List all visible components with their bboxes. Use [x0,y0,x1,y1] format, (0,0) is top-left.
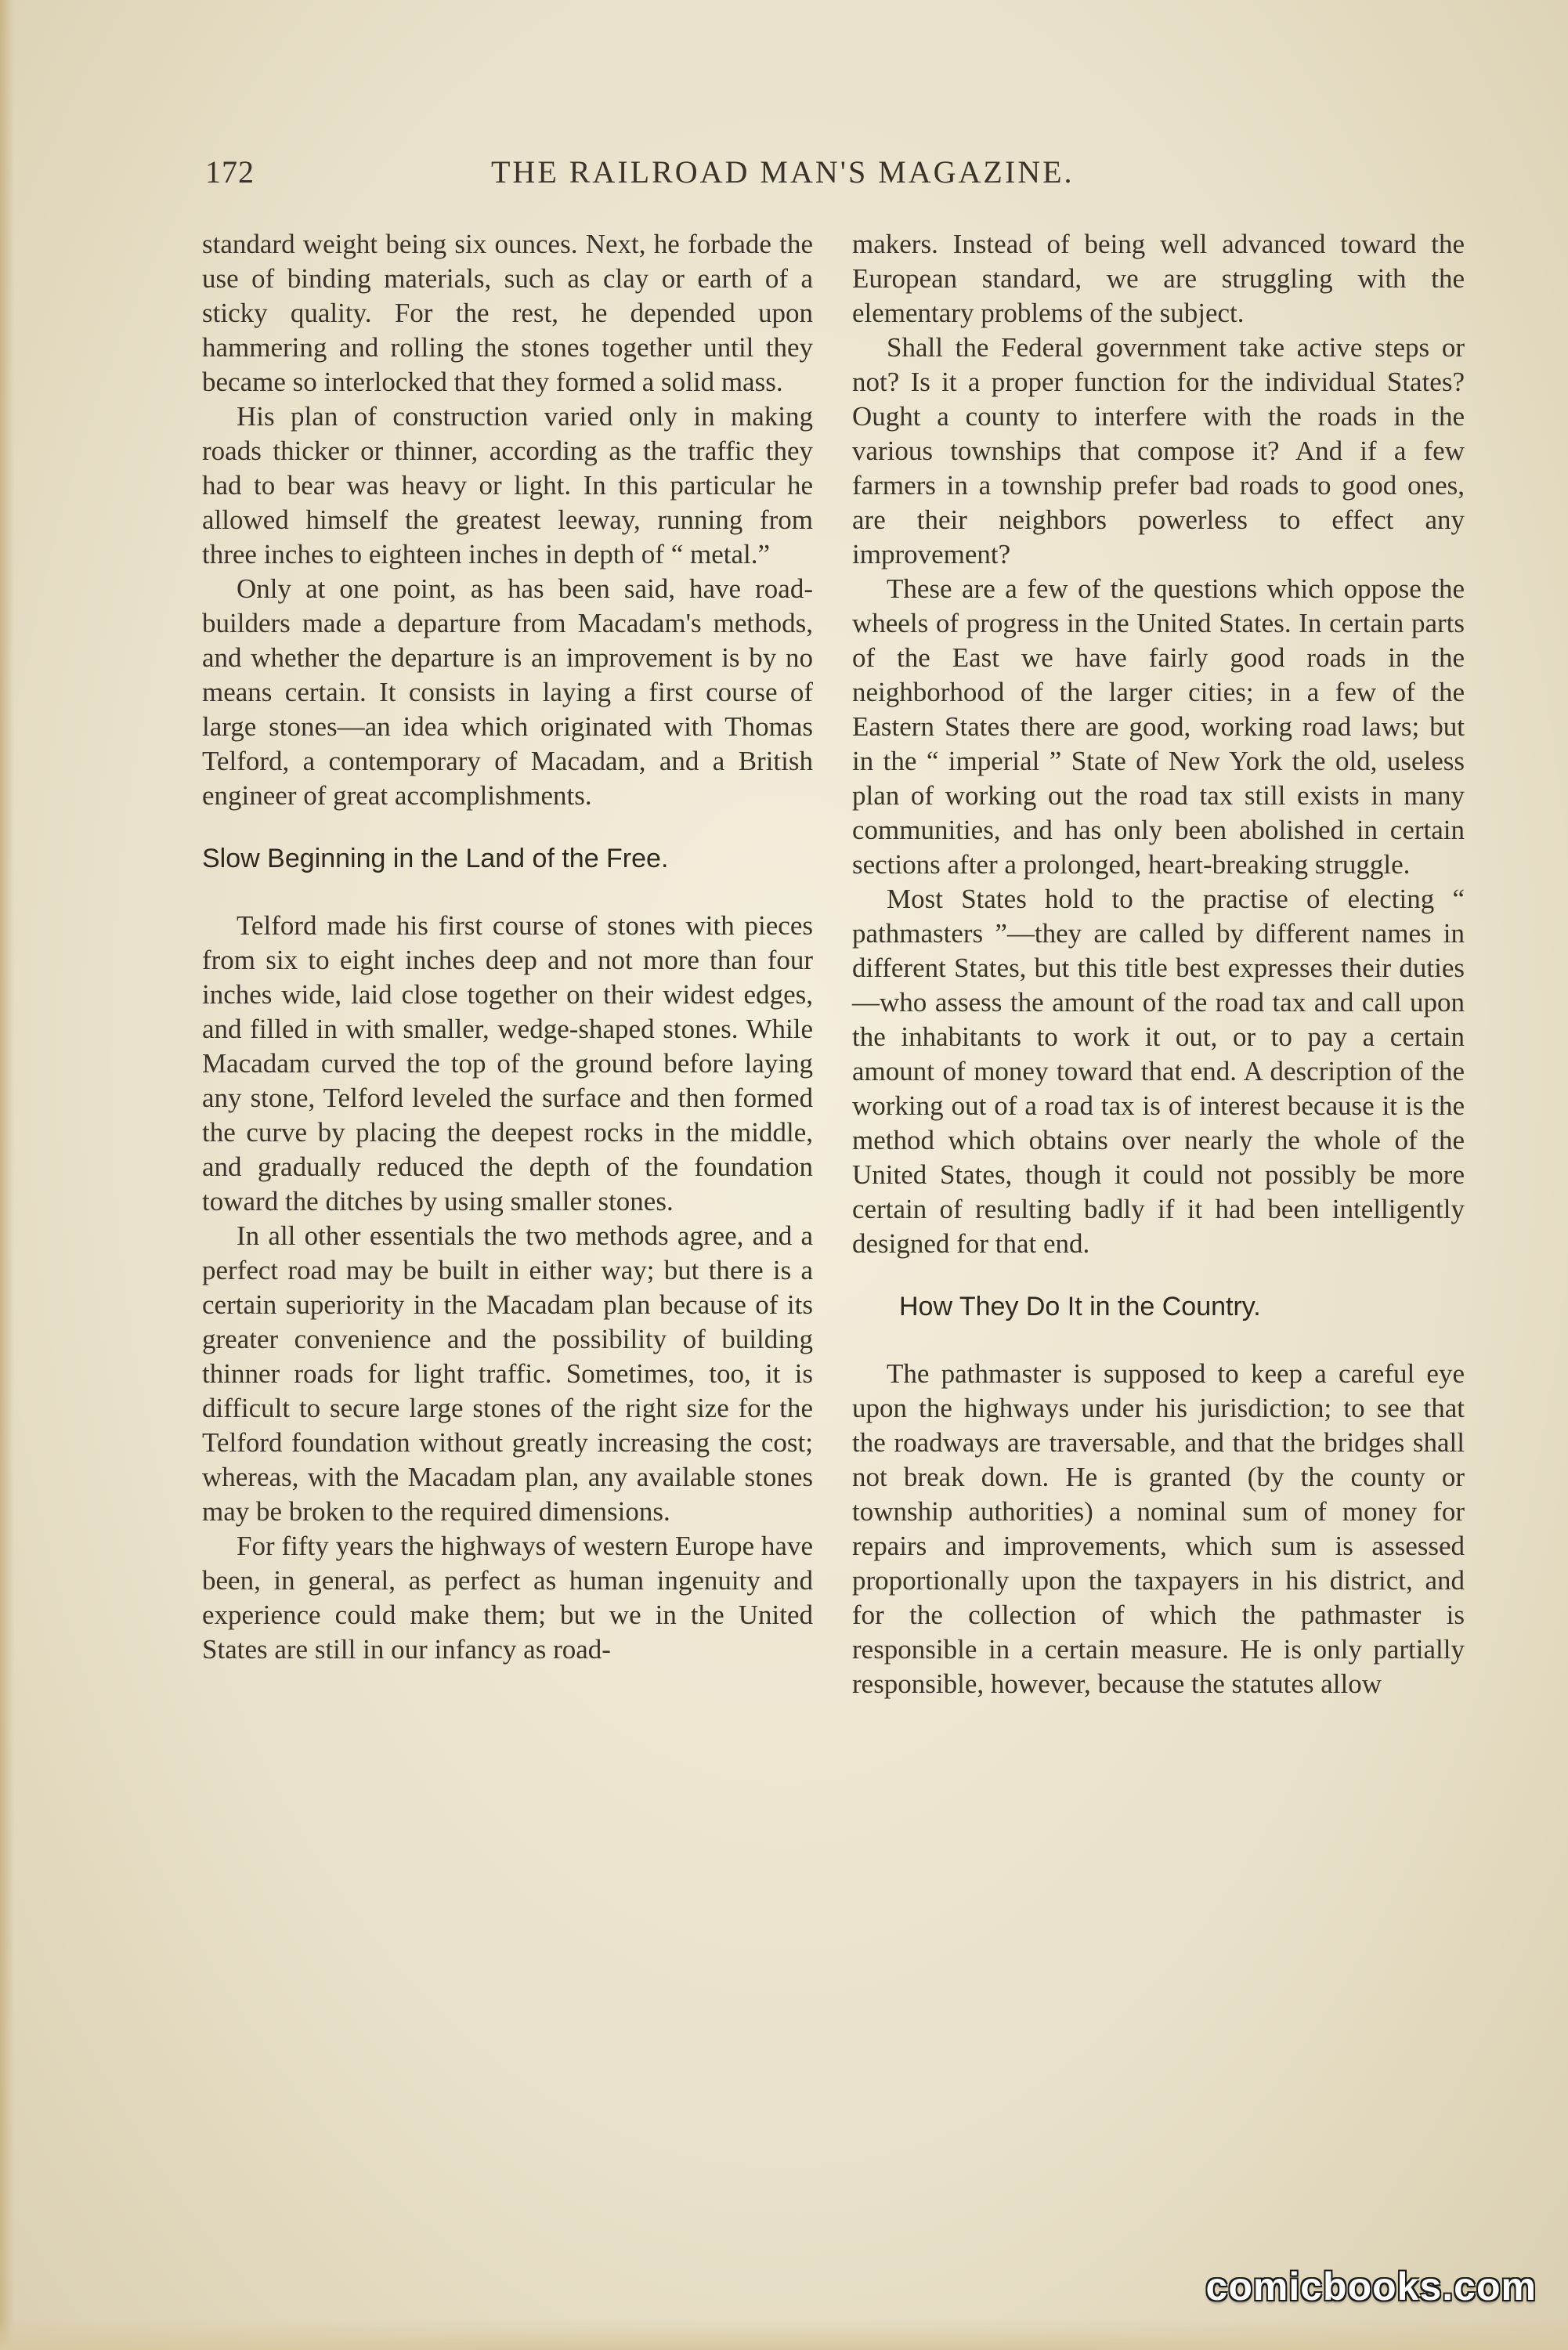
paragraph: standard weight being six ounces. Next, he forbade the use of binding materials, such as clay or earth of a sticky quality. For the rest, he depended upon hammering and rolling the stones together until they became so interlocked that they formed a solid mass. [202,229,813,397]
paragraph: Shall the Federal government take active steps or not? Is it a proper function for the individual States? Ought a county to interfere with the roads in the various townships that compose it? And if a few farmers in a township prefer bad roads to good ones, are their neighbors powerless to effect any improvement? [852,332,1465,569]
paragraph: In all other essentials the two methods agree, and a perfect road may be built in either way; but there is a certain superiority in the Macadam plan because of its greater convenience and the possibility of building thinner roads for light traffic. Sometimes, too, it is difficult to secure large stones of the right size for the Telford foundation without greatly increasing the cost; whereas, with the Macadam plan, any available stones may be broken to the required dimensions. [202,1220,813,1527]
paragraph: makers. Instead of being well advanced toward the European standard, we are struggling with the elementary problems of the subject. [852,229,1465,328]
section-heading: How They Do It in the Country. [899,1292,1261,1321]
left-column [202,227,813,1667]
paragraph: Telford made his first course of stones with pieces from six to eight inches deep and not more than four inches wide, laid close together on their widest edges, and filled in with smaller, wedge-shaped stones. While Macadam curved the top of the ground before laying any stone, Telford leveled the surface and then formed the curve by placing the deepest rocks in the middle, and gradually reduced the depth of the foundation toward the ditches by using smaller stones. [202,910,813,1217]
running-header [205,154,1341,201]
watermark: comicbooks.com [1205,2265,1537,2308]
paragraph: Only at one point, as has been said, have road-builders made a departure from Macadam's methods, and whether the departure is an improvement is by no means certain. It consists in laying a first course of large stones—an idea which originated with Thomas Telford, a contemporary of Macadam, and a British engineer of great accomplishments. [202,573,813,811]
paragraph: Most States hold to the practise of electing “ pathmasters ”—they are called by different names in different States, but this title best expresses their duties—who assess the amount of the road tax and call upon the inhabitants to work it out, or to pay a certain amount of money toward that end. A description of the working out of a road tax is of interest because it is the method which obtains over nearly the whole of the United States, though it could not possibly be more certain of resulting badly if it had been intelligently designed for that end. [852,884,1465,1259]
paragraph: His plan of construction varied only in making roads thicker or thinner, according as the traffic they had to bear was heavy or light. In this particular he allowed himself the greatest leeway, running from three inches to eighteen inches in depth of “ metal.” [202,401,813,569]
right-column [852,227,1465,1701]
paragraph: For fifty years the highways of western Europe have been, in general, as perfect as human ingenuity and experience could make them; but we in the United States are still in our infancy as road- [202,1531,813,1665]
page-edge-shadow-left [0,0,14,2350]
paragraph: The pathmaster is supposed to keep a careful eye upon the highways under his jurisdiction; to see that the roadways are traversable, and that the bridges shall not break down. He is granted (by the county or township authorities) a nominal sum of money for repairs and improvements, which sum is assessed proportionally upon the taxpayers in his district, and for the collection of which the pathmaster is responsible in a certain measure. He is only partially responsible, however, because the statutes allow [852,1358,1465,1699]
page-number: 172 [205,154,255,190]
paragraph: These are a few of the questions which oppose the wheels of progress in the United States. In certain parts of the East we have fairly good roads in the neighborhood of the larger cities; in a few of the Eastern States there are good, working road laws; but in the “ imperial ” State of New York the old, useless plan of working out the road tax still exists in many communities, and has only been abolished in certain sections after a prolonged, heart-breaking struggle. [852,573,1465,880]
page-edge-shadow-bottom [0,2319,1568,2350]
section-heading: Slow Beginning in the Land of the Free. [202,844,669,873]
running-title: THE RAILROAD MAN'S MAGAZINE. [491,154,1075,190]
